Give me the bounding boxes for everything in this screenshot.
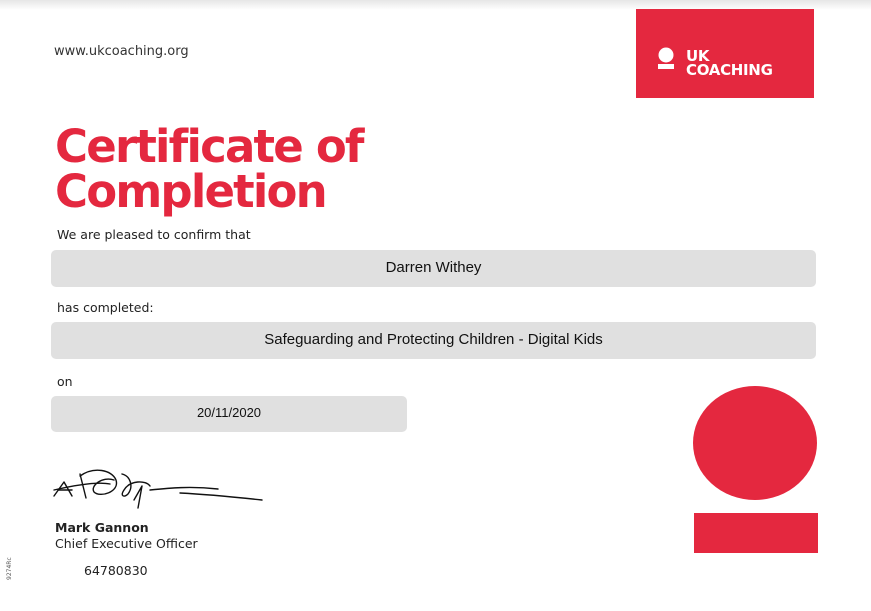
signature-image — [50, 462, 265, 512]
certificate-title — [55, 120, 363, 218]
website-url: www.ukcoaching.org — [54, 44, 189, 59]
on-label: on — [57, 374, 73, 389]
title-line-2: Completion — [55, 165, 326, 218]
decorative-red-circle — [693, 386, 817, 500]
uk-coaching-logo-icon — [656, 47, 682, 69]
side-code: 9274Rc — [6, 557, 13, 580]
logo-wordmark — [686, 49, 773, 77]
logo-line-uk: UK — [686, 47, 710, 65]
decorative-red-bar — [694, 513, 818, 553]
recipient-name-field: Darren Withey — [51, 250, 816, 287]
completion-date-field: 20/11/2020 — [51, 396, 407, 432]
title-line-1: Certificate of — [55, 120, 363, 173]
course-name-field: Safeguarding and Protecting Children - Digital Kids — [51, 322, 816, 359]
signatory-role: Chief Executive Officer — [55, 536, 198, 551]
logo-line-coaching: COACHING — [686, 61, 773, 79]
confirm-label: We are pleased to confirm that — [57, 227, 251, 242]
signatory-name: Mark Gannon — [55, 520, 149, 535]
uk-coaching-logo — [636, 9, 814, 98]
certificate-number: 64780830 — [84, 563, 148, 578]
completed-label: has completed: — [57, 300, 154, 315]
